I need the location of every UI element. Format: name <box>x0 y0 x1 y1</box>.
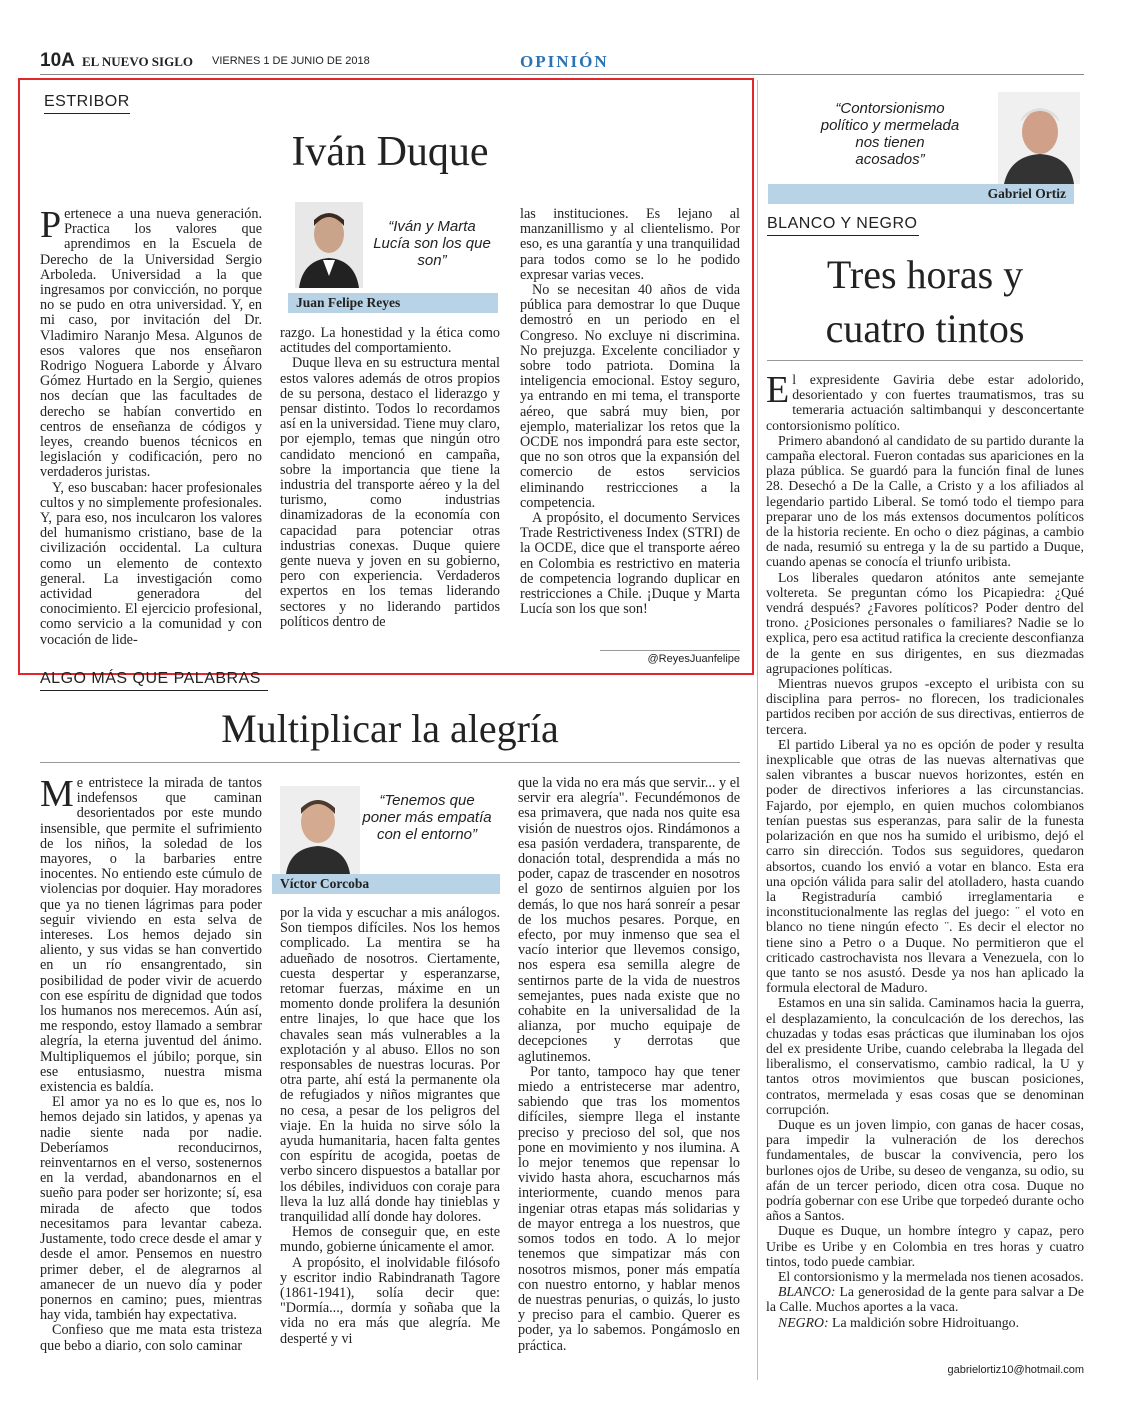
paragraph: Primero abandonó al candidato de su partido durante la campaña electoral. Fueron contadas sus apariciones en la plaza pública. Se guardó para la función final de lunes 28. Desechó a De la Calle, a Cristo y a los afiliados al legendario partido Liberal. Se tomó todo el tiempo para preparar uno de los más extensos documentos políticos de la historia reciente. En ocho o diez páginas, a cambio de nada, resumió su entrega y la de su partido a Duque, cuando apenas se conocía el triunfo uribista. <box>766 432 1084 570</box>
article-column-1 <box>40 204 262 648</box>
paragraph: Estamos en una sin salida. Caminamos hacia la guerra, el desplazamiento, la conculcación de los derechos, las chuzadas y todas esas prácticas que iluminaban los ojos del ex presidente Uribe, cuando celebraba la llegada del liberalismo, el conservatismo, cambio radical, la U y tantos otros movimientos que buscan posiciones, contratos, mermelada y esas cosas que se denominan corrupción. <box>766 995 1084 1117</box>
paragraph: El contorsionismo y la mermelada nos tienen acosados. <box>778 1268 1084 1284</box>
paper-name: EL NUEVO SIGLO <box>82 54 193 69</box>
headline: Multiplicar la alegría <box>221 706 559 751</box>
headline-line-1: Tres horas y <box>826 252 1024 297</box>
paragraph: Hemos de conseguir que, en este mundo, gobierne únicamente el amor. <box>280 1224 500 1256</box>
author-photo <box>280 786 360 874</box>
paragraph: A propósito, el documento Services Trade Restrictiveness Index (STRI) de la OCDE, dice que el transporte aéreo en Colombia es restrictivo en materia de competencia logrando duplicar en restricciones a Chile. ¡Duque y Marta Lucía son los que son! <box>520 510 740 618</box>
column-rule <box>757 80 758 1380</box>
paragraph: las instituciones. Es lejano al manzanillismo y al clientelismo. Por eso, es una garantía y una tranquilidad para todos como se lo he podido expresar varias veces. <box>520 206 740 283</box>
blanco-note <box>766 1284 1084 1314</box>
blanco-text: La generosidad de la gente para salvar a De la Calle. Muchos aportes a la vaca. <box>766 1284 1084 1315</box>
drop-cap: M <box>40 773 74 815</box>
paragraph: Duque lleva en su estructura mental estos valores además de otros propios de su persona, destaco el liderazgo y pensar distinto. Todos lo recordamos así en la universidad. Tiene muy claro, por ejemplo, temas que ningún otro candidato mencionó en campaña, sobre la importancia que tiene la industria del transporte aéreo y la del turismo, como industrias dinamizadoras de la economía con capacidad para potenciar otras industrias conexas. Duque quiere gente nueva y joven en su gobierno, pero con experiencia. Verdaderos expertos en los temas liderando sectores y no liderando partidos políticos dentro de <box>280 355 500 630</box>
article-column-1 <box>40 773 262 1354</box>
paragraph: Duque es un joven limpio, con ganas de hacer cosas, para impedir la vulneración de los derechos fundamentales, de buscar la convivencia, pero los burlones ojos de Uribe, su deseo de venganza, su odio, su afán de un tercer periodo, dicen otra cosa. Duque no podría gobernar con ese Uribe que torpedeó durante ocho años a Santos. <box>766 1116 1084 1224</box>
paragraph: Duque es Duque, un hombre íntegro y capaz, pero Uribe es Uribe y en Colombia en tres horas y cuatro tintos, todo puede cambiar. <box>766 1223 1084 1269</box>
paragraph: A propósito, el inolvidable filósofo y escritor indio Rabindranath Tagore (1861-1941), solía decir que: "Dormía..., dormía y soñaba que la vida no era más que alegría. Me desperté y vi <box>280 1254 500 1347</box>
paragraph: El partido Liberal ya no es opción de poder y resulta inexplicable que otras de las nuevas alternativas que salen vibrantes a buscar nuevos horizontes, estén en poder de directivos inferiores a las circunstancias. Fajardo, por ejemplo, en quien muchos colombianos tenían puestas sus esperanzas, para salir de la funesta polarización en que nos ha sumido el uribismo, dejó el carro sin dirección. Todos sus seguidores, quedaron absortos, cuando los envió a votar en blanco. Esta era una opción válida para salir del atolladero, hasta cuando la Registraduría cambió irreglamentaria e inconstitucionalmente las reglas del juego: ¨ el voto en blanco no tiene ningún efecto ¨. Es decir el elector no tiene sino a Petro o a Duque. No permitieron que el criticado castrochavista nos llevara a Venezuela, con lo que tanto se nos asustó. Desde ya nos han aplicado la formula electoral de Maduro. <box>766 736 1084 996</box>
author-name-bar: Víctor Corcoba <box>272 874 500 894</box>
paragraph: Los liberales quedaron atónitos ante semejante voltereta. Se preguntan cómo los Picapiedra: ¿Qué vendrá después? ¿Favores políticos? Poder dentro del trono. ¿Posiciones personales o familiares? Nadie se lo explica, pero esa actitud ratifica la creciente desconfianza de la gente en sus dirigentes, en sus diezmadas agrupaciones políticas. <box>766 569 1084 676</box>
masthead <box>40 50 1084 74</box>
twitter-handle: @ReyesJuanfelipe <box>600 650 740 665</box>
paragraph: Por tanto, tampoco hay que tener miedo a entristecerse mar adentro, sabiendo que tras los momentos difíciles, siempre llega el instante preciso y precioso del sol, que nos pone en movimiento y nos ilumina. A lo mejor tenemos que repensar lo vivido hasta ahora, escucharnos más interiormente, cuando menos para ingeniar otras etapas más solidarias y de mayor entrega a los nuestros, que somos todos en todo. A lo mejor tenemos que simpatizar más con nosotros mismos, poner más empatía con nuestro entorno, y hablar menos de nuestras penurias, o quizás, lo justo y preciso para el cambio. Querer es poder, ya lo sabemos. Pongámoslo en práctica. <box>518 1063 740 1354</box>
paragraph: El amor ya no es lo que es, nos lo hemos dejado sin latidos, y apenas ya nadie siente nada por nadie. Deberíamos reconducirnos, reinventarnos en el verso, sostenernos en la verdad, abandonarnos en el sueño para poder ser horizonte; sí, esa mirada de afecto que todos necesitamos para levantar cabeza. Justamente, todo crece desde el amar y desde el amor. Pensemos en nuestro primer deber, el de alegrarnos al amanecer de un nuevo día y poder ponernos en camino; pues, mientras hay vida, también hay expectativa. <box>40 1094 262 1324</box>
divider <box>767 360 1083 361</box>
pull-quote: “Tenemos que poner más empatía con el entorno” <box>362 792 492 843</box>
article-body <box>766 369 1084 1330</box>
blanco-label: BLANCO: <box>778 1284 836 1300</box>
paragraph: l expresidente Gaviria debe estar adolorido, desorientado y con fuertes traumatismos, tras su temeraria actuación saltimbanqui y desconcertante contorsionismo político. <box>766 372 1084 433</box>
author-email: gabrielortiz10@hotmail.com <box>947 1364 1084 1376</box>
divider <box>40 762 740 763</box>
headline-line-2: cuatro tintos <box>825 306 1025 351</box>
section-label: ESTRIBOR <box>44 93 130 114</box>
headline: Iván Duque <box>291 129 489 175</box>
article-column-3 <box>518 776 740 1354</box>
negro-text: La maldición sobre Hidroituango. <box>832 1314 1020 1330</box>
paragraph: Confieso que me mata esta tristeza que bebo a diario, con solo caminar <box>40 1322 262 1354</box>
pull-quote: “Contorsionismo político y mermelada nos tienen acosados” <box>820 100 960 168</box>
paragraph: e entristece la mirada de tantos indefensos que caminan desorientados por este mundo insensible, que permite el sufrimiento de los niños, la soledad de los mayores, o la barbaries entre inocentes. No entiendo este cúmulo de violencias por doquier. Hay moradores que ya no tienen lágrimas para poder seguir viviendo en esta selva de intereses. Los hemos dejado sin aliento, y sus vidas se han convertido en un río ensangrentado, sin posibilidad de poder vivir de acuerdo con ese espíritu de dignidad que todos los humanos nos merecemos. Aún así, me respondo, estoy llamado a sembrar alegría, la eterna juventud del ánimo. Multipliquemos el júbilo; porque, sin ese entusiasmo, nuestra misma existencia es baldía. <box>40 775 262 1096</box>
page-number: 10A <box>40 50 75 71</box>
paragraph: Y, eso buscaban: hacer profesionales cultos y no simplemente profesionales. Y, para eso, nos inculcaron los valores del humanismo cristiano, base de la civilización occidental. La cultura como un elemento de contexto general. La investigación como actividad generadora del conocimiento. El ejercicio profesional, como servicio a la comunidad y con vocación de lide- <box>40 479 262 648</box>
paragraph: Mientras nuevos grupos -excepto el uribista con su disciplina para perros- no florecen, los tradicionales partidos reciben por acción de sus directivas, entierros de tercera. <box>766 676 1084 737</box>
paragraph: por la vida y escuchar a mis análogos. Son tiempos difíciles. Nos los hemos complicado. La mentira se ha adueñado de nosotros. Ciertamente, cuesta despertar y esperanzarse, retomar fuerzas, máxime en un momento donde prolifera la desunión entre linajes, lo que hace que los chavales sean más vulnerables a la explotación y al abuso. Ellos no son responsables de nuestras locuras. Por otra parte, ahí está la permanente ola de refugiados y niños migrantes que no cesa, a pesar de los peligros del viaje. En la huida no sirve sólo la ayuda humanitaria, hacen falta gentes con espíritu de acogida, poetas de verbo sincero dispuestos a batallar por los débiles, individuos con coraje para lleva la luz allá donde hay tinieblas y tranquilidad allí donde hay dolores. <box>280 905 500 1226</box>
article-column-2 <box>280 326 500 630</box>
author-name-bar: Juan Felipe Reyes <box>288 293 498 313</box>
paragraph: ertenece a una nueva generación. Practica los valores que aprendimos en la Escuela de Derecho de la Universidad Sergio Arboleda. Universidad a la que ingresamos por convicción, no porque no se pudo en otra universidad. Y, en mi caso, por invitación del Dr. Vladimiro Naranjo Mesa. Algunos de esos valores que nos enseñaron Rodrigo Noguera Laborde y Álvaro Gómez Hurtado en la Sergio, quienes nos decían que las facultades de derecho se habían convertido en centros de enseñanza de códigos y leyes, creando buenos técnicos en legislación y codificación, pero no verdaderos juristas. <box>40 206 262 481</box>
negro-note <box>766 1315 1084 1330</box>
author-photo <box>295 202 363 288</box>
author-name-bar: Gabriel Ortiz <box>768 184 1074 204</box>
masthead-rule <box>40 74 1084 75</box>
issue-date: VIERNES 1 DE JUNIO DE 2018 <box>212 55 370 67</box>
section-title: OPINIÓN <box>520 52 609 71</box>
section-label: BLANCO Y NEGRO <box>767 215 919 236</box>
paragraph: que la vida no era más que servir... y el servir era alegría". Fecundémonos de esa primavera, que nada nos quite esa visión de nuestros ojos. Rindámonos a esa pasión verdadera, transparente, de donación total, desprendida a más no poder, capaz de trascender en nosotros el gozo de sentirnos alguien por los demás, lo que nos hará sonreír a pesar de los muchos pesares. Porque, en efecto, por muy inmenso que sea el vacío interior que llevemos consigo, nos espera esa semilla alegre de sentirnos parte de la vida de nuestros semejantes, pues nada existe que no cohabite en la universalidad de la alianza, por mucho equipaje de decepciones y derrotas que aglutinemos. <box>518 775 740 1065</box>
article-column-3 <box>520 207 740 617</box>
pull-quote: “Iván y Marta Lucía son los que son” <box>373 218 491 269</box>
drop-cap: E <box>766 369 790 411</box>
paragraph: No se necesitan 40 años de vida pública para demostrar lo que Duque demostró en un periodo en el Congreso. No excluye ni discrimina. No prejuzga. Excelente conciliador y sobre todo patriota. Domina la inteligencia emocional. Estoy seguro, ya entrando en mi tema, el transporte aéreo, que sabrá muy bien, por ejemplo, materializar los retos que la OCDE nos impondrá para este sector, que no son otros que la expansión del comercio de estos servicios eliminando restricciones a la competencia. <box>520 282 740 511</box>
author-photo <box>998 92 1080 184</box>
article-column-2 <box>280 906 500 1347</box>
paragraph: razgo. La honestidad y la ética como actitudes del comportamiento. <box>280 325 500 357</box>
negro-label: NEGRO: <box>778 1314 829 1330</box>
drop-cap: P <box>40 204 62 246</box>
section-label: ALGO MÁS QUE PALABRAS <box>40 670 268 691</box>
